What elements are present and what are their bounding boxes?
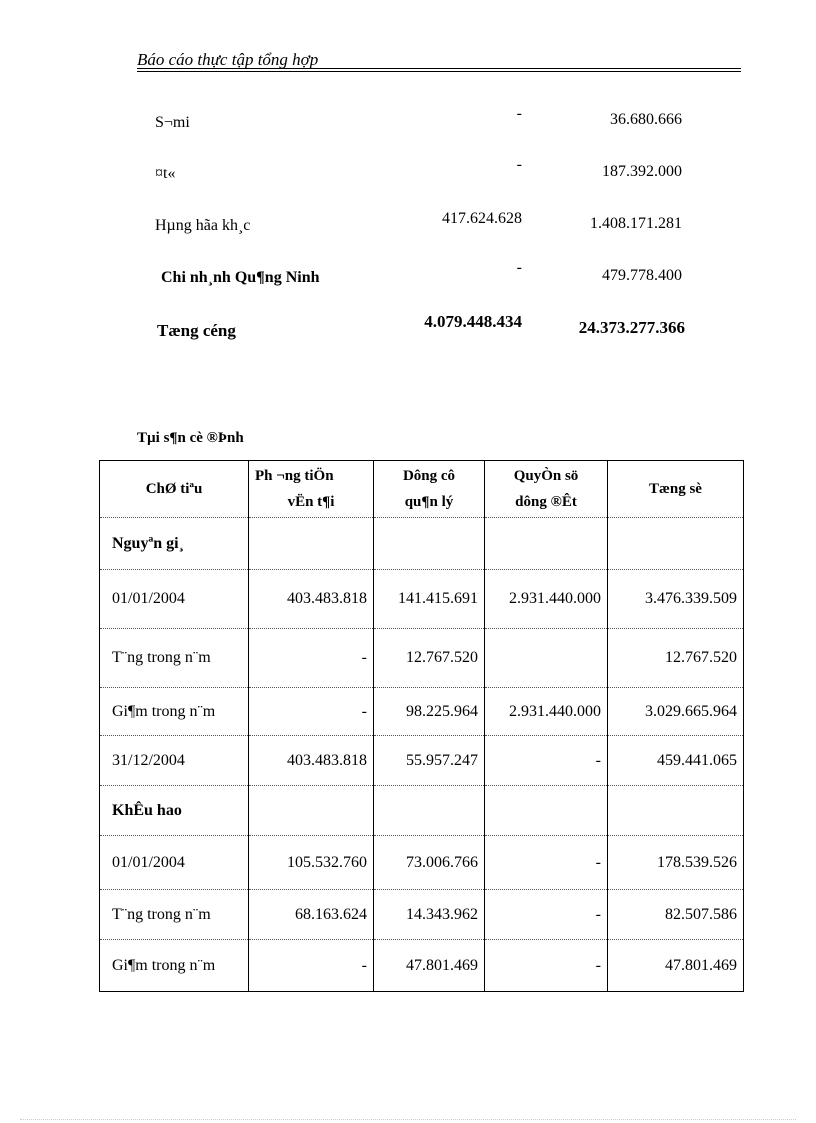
land-rights-cell: - bbox=[485, 736, 608, 786]
table-group-row bbox=[100, 786, 744, 836]
revenue-row-value-2004: - bbox=[516, 259, 522, 276]
total-cell bbox=[608, 786, 744, 836]
tools-cell: 98.225.964 bbox=[374, 688, 485, 736]
fixed-assets-title: Tµi s¶n cè ®Þnh bbox=[137, 430, 244, 446]
vehicles-cell bbox=[249, 786, 374, 836]
land-rights-cell: 2.931.440.000 bbox=[485, 688, 608, 736]
col-header-indicator: ChØ tiªu bbox=[100, 461, 249, 518]
table-row bbox=[100, 736, 744, 786]
page-header-title: Báo cáo thực tập tổng hợp bbox=[137, 50, 319, 69]
table-row bbox=[100, 836, 744, 890]
revenue-row-value-2003: 479.778.400 bbox=[602, 267, 682, 284]
revenue-row bbox=[0, 210, 816, 240]
tools-cell: 47.801.469 bbox=[374, 940, 485, 992]
revenue-row-value-2004: 417.624.628 bbox=[442, 210, 522, 227]
fixed-assets-table bbox=[99, 460, 744, 992]
vehicles-cell: - bbox=[249, 940, 374, 992]
revenue-total-label: Tæng céng bbox=[157, 321, 236, 340]
land-rights-cell: - bbox=[485, 836, 608, 890]
table-row bbox=[100, 688, 744, 736]
row-label: Gi¶m trong n¨m bbox=[100, 688, 249, 736]
row-label: T¨ng trong n¨m bbox=[100, 890, 249, 940]
land-rights-cell: - bbox=[485, 940, 608, 992]
row-label: 01/01/2004 bbox=[100, 570, 249, 629]
page-bottom-rule bbox=[20, 1119, 796, 1120]
table-row bbox=[100, 890, 744, 940]
land-rights-cell: - bbox=[485, 890, 608, 940]
table-row bbox=[100, 629, 744, 688]
vehicles-cell: - bbox=[249, 688, 374, 736]
revenue-row-value-2003: 1.408.171.281 bbox=[590, 215, 682, 232]
tools-cell: 141.415.691 bbox=[374, 570, 485, 629]
total-cell: 47.801.469 bbox=[608, 940, 744, 992]
tools-cell: 55.957.247 bbox=[374, 736, 485, 786]
tools-cell bbox=[374, 518, 485, 570]
vehicles-cell: 105.532.760 bbox=[249, 836, 374, 890]
table-row bbox=[100, 940, 744, 992]
col-header-total: Tæng sè bbox=[608, 461, 744, 518]
header-rule-top bbox=[137, 68, 741, 69]
total-cell: 82.507.586 bbox=[608, 890, 744, 940]
land-rights-cell bbox=[485, 518, 608, 570]
row-label: 31/12/2004 bbox=[100, 736, 249, 786]
row-label: KhÊu hao bbox=[100, 786, 249, 836]
land-rights-cell bbox=[485, 629, 608, 688]
table-header-row bbox=[100, 461, 744, 518]
revenue-row bbox=[0, 156, 816, 191]
row-label: T¨ng trong n¨m bbox=[100, 629, 249, 688]
total-cell: 459.441.065 bbox=[608, 736, 744, 786]
col-header-tools: Dông cô qu¶n lý bbox=[374, 461, 485, 518]
revenue-row-label: ¤t« bbox=[155, 165, 176, 182]
revenue-total-2004: 4.079.448.434 bbox=[424, 312, 522, 331]
revenue-row bbox=[0, 259, 816, 293]
revenue-row-label: S¬mi bbox=[155, 114, 190, 131]
vehicles-cell bbox=[249, 518, 374, 570]
revenue-row bbox=[0, 105, 816, 141]
revenue-row-label: Chi nh¸nh Qu¶ng Ninh bbox=[161, 269, 320, 286]
tools-cell: 12.767.520 bbox=[374, 629, 485, 688]
total-cell: 178.539.526 bbox=[608, 836, 744, 890]
header-rule-bottom bbox=[137, 71, 741, 72]
table-group-row bbox=[100, 518, 744, 570]
revenue-total-2003: 24.373.277.366 bbox=[578, 318, 685, 337]
tools-cell: 14.343.962 bbox=[374, 890, 485, 940]
revenue-row-label: Hµng hãa kh¸c bbox=[155, 217, 251, 234]
vehicles-cell: 403.483.818 bbox=[249, 736, 374, 786]
total-cell: 12.767.520 bbox=[608, 629, 744, 688]
revenue-row-value-2004: - bbox=[516, 105, 522, 122]
row-label: Gi¶m trong n¨m bbox=[100, 940, 249, 992]
vehicles-cell: 68.163.624 bbox=[249, 890, 374, 940]
revenue-row-value-2003: 36.680.666 bbox=[610, 111, 682, 128]
vehicles-cell: 403.483.818 bbox=[249, 570, 374, 629]
total-cell bbox=[608, 518, 744, 570]
col-header-land-rights: QuyÒn sö dông ®Êt bbox=[485, 461, 608, 518]
revenue-row-value-2003: 187.392.000 bbox=[602, 163, 682, 180]
table-row bbox=[100, 570, 744, 629]
vehicles-cell: - bbox=[249, 629, 374, 688]
land-rights-cell bbox=[485, 786, 608, 836]
tools-cell: 73.006.766 bbox=[374, 836, 485, 890]
col-header-vehicles: Ph ¬ng tiÖn vËn t¶i bbox=[249, 461, 374, 518]
tools-cell bbox=[374, 786, 485, 836]
land-rights-cell: 2.931.440.000 bbox=[485, 570, 608, 629]
row-label: Nguyªn gi¸ bbox=[100, 518, 249, 570]
total-cell: 3.029.665.964 bbox=[608, 688, 744, 736]
revenue-total-row bbox=[0, 312, 816, 346]
revenue-row-value-2004: - bbox=[516, 156, 522, 173]
row-label: 01/01/2004 bbox=[100, 836, 249, 890]
total-cell: 3.476.339.509 bbox=[608, 570, 744, 629]
